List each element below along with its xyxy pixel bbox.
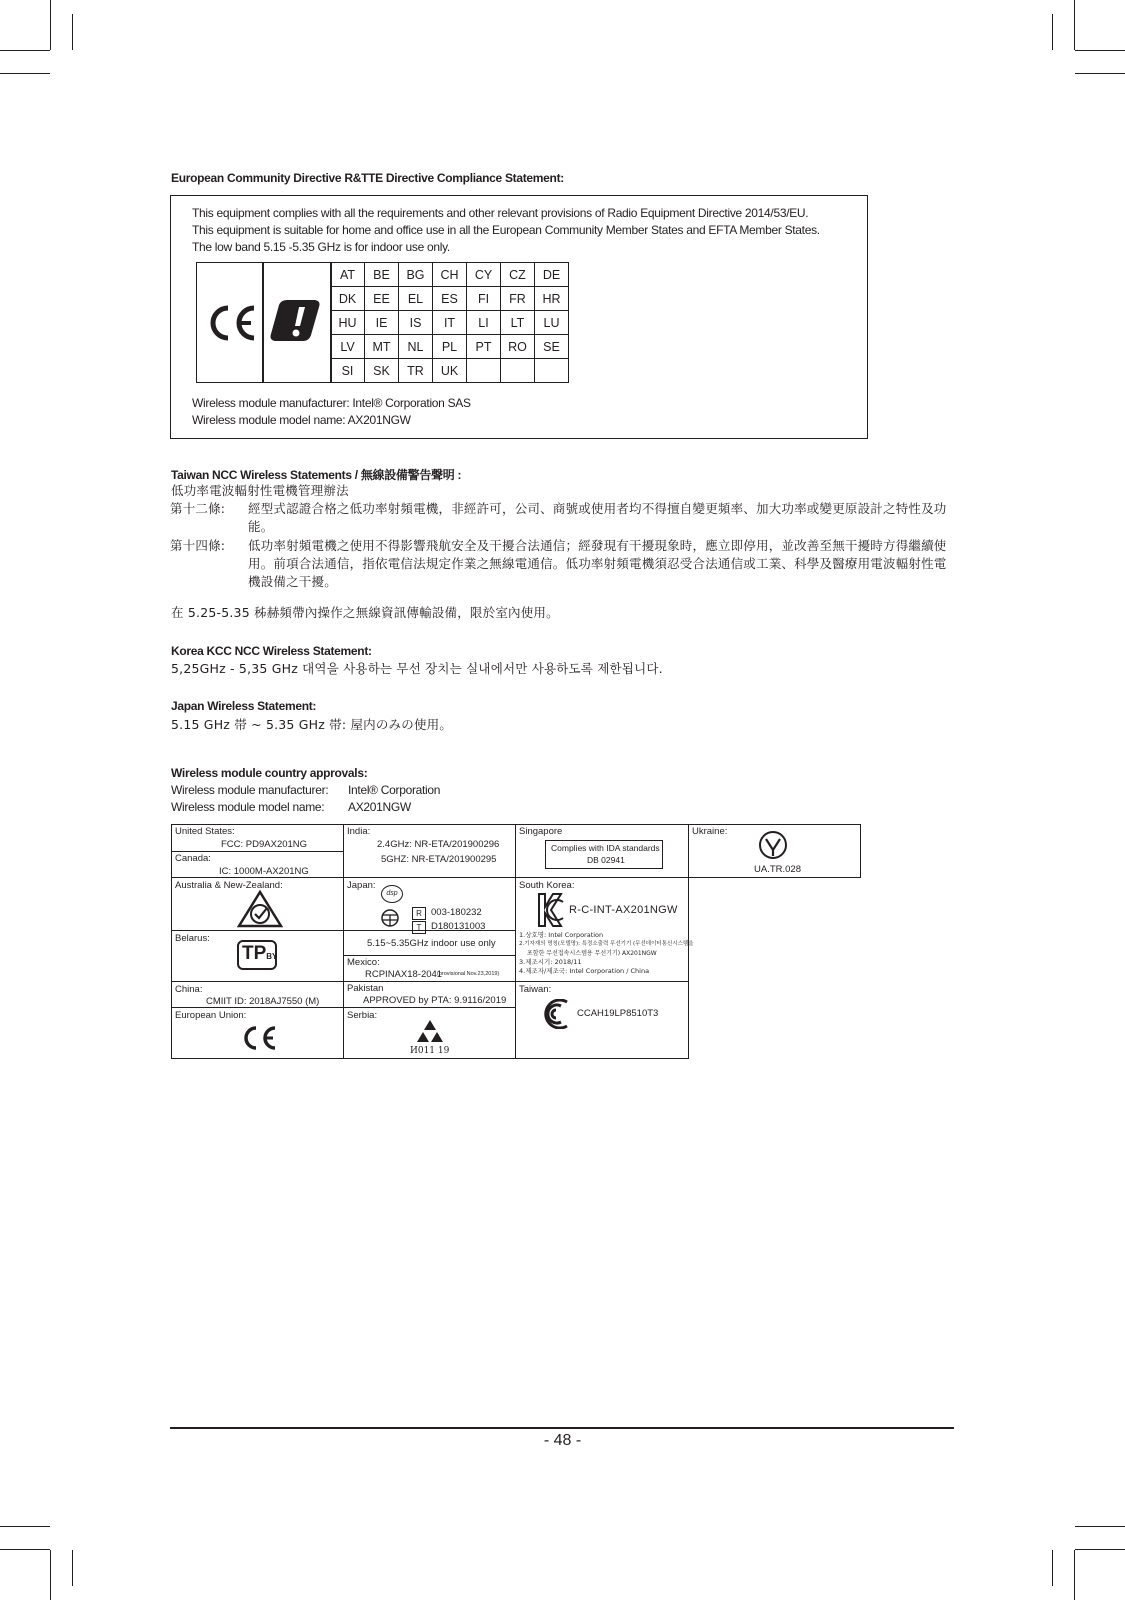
crop-mark [1075,50,1125,51]
crop-mark [50,0,51,50]
eu-model: Wireless module model name: AX201NGW [192,413,411,427]
country-cell: BG [399,263,433,287]
approvals-model-value: AX201NGW [348,800,411,814]
korea-line-5: 4.제조자/제조국: Intel Corporation / China [519,967,650,975]
india-value-1: 2.4GHz: NR-ETA/201900296 [377,839,500,850]
ce-mark-cell [196,262,264,383]
korea-line-1: 1.상호명: Intel Corporation [519,931,604,939]
country-cell: IT [433,311,467,335]
taiwan-approval-label: Taiwan: [519,984,552,995]
country-cell: MT [365,335,399,359]
singapore-value-2: DB 02941 [587,855,625,865]
japan-text: 5.15 GHz 帯 ~ 5.35 GHz 帯: 屋内のみの使用。 [171,717,453,732]
us-value: FCC: PD9AX201NG [221,839,308,850]
korea-approval-label: South Korea: [519,880,575,891]
japan-giteki-icon: dsp [381,885,403,903]
taiwan-art12-text: 經型式認證合格之低功率射頻電機，非經許可，公司、商號或使用者均不得擅自變更頻率、加大功率或變更原設計之特性及功能。 [248,501,947,534]
crop-mark [0,1526,50,1527]
country-cell: AT [331,263,365,287]
canada-label: Canada: [175,853,211,864]
korea-line-4: 3.제조시기: 2018/11 [519,958,582,966]
japan-t-box: T [412,921,426,934]
korea-line-2: 2.기자재의 명칭(모델명): 특정소출력 무선기기 (무선데이터통신시스템을 [519,941,694,947]
country-cell: NL [399,335,433,359]
country-cell: RO [501,335,535,359]
crop-mark [50,1550,51,1600]
ncc-mark-icon [537,999,571,1029]
country-cell: TR [399,359,433,383]
japan-note: 5.15~5.35GHz indoor use only [367,938,496,949]
country-row [331,287,569,311]
india-value-2: 5GHZ: NR-ETA/201900295 [381,854,497,865]
crop-mark [1075,73,1125,74]
country-row [331,335,569,359]
country-cell: BE [365,263,399,287]
country-cell: IE [365,311,399,335]
approvals-manufacturer-value: Intel® Corporation [348,783,441,797]
korea-line-3: 포함한 무선접속시스템용 무선기기) AX201NGW [527,950,657,957]
country-cell: CY [467,263,501,287]
eu-country-grid [330,262,569,383]
japan-approval-label: Japan: [347,880,376,891]
crop-mark [72,14,73,50]
mexico-label: Mexico: [347,957,380,968]
country-row [331,359,569,383]
taiwan-value: CCAH19LP8510T3 [577,1008,659,1019]
japan-heading: Japan Wireless Statement: [171,699,317,713]
country-cell: HU [331,311,365,335]
mexico-value: RCPINAX18-2041 [365,969,443,980]
rcm-mark-icon [237,890,283,928]
ukraine-label: Ukraine: [692,826,728,837]
japan-t-value: D180131003 [431,921,486,932]
crop-mark [1074,1550,1075,1600]
taiwan-art14-label: 第十四條: [170,538,226,553]
eac-tr-mark-icon [237,940,277,970]
country-cell: LU [535,311,569,335]
crop-mark [1075,1549,1125,1550]
ukraine-conformity-icon [758,830,788,860]
country-cell: SE [535,335,569,359]
australia-label: Australia & New-Zealand: [175,880,283,891]
korea-cert: R-C-INT-AX201NGW [569,904,678,916]
crop-mark [1052,14,1053,50]
belarus-mark-sub: BY [266,952,278,961]
country-row [331,311,569,335]
eu-heading: European Community Directive R&TTE Directive Compliance Statement: [171,171,564,185]
korea-heading: Korea KCC NCC Wireless Statement: [171,644,372,658]
pakistan-value: APPROVED by PTA: 9.9116/2019 [363,995,507,1006]
taiwan-art12-label: 第十二條: [170,501,226,516]
approvals-model-label: Wireless module model name: [171,800,325,814]
alert-mark-cell [262,262,332,383]
approvals-table [171,824,861,1059]
crop-mark [0,1549,50,1550]
class-2-alert-icon [263,263,331,382]
country-cell: PT [467,335,501,359]
country-cell [535,359,569,383]
crop-mark [1052,1550,1053,1586]
singapore-value-1: Complies with IDA standards [551,843,660,853]
serbia-ratel-icon [415,1019,445,1045]
page-number: - 48 - [543,1432,582,1449]
india-label: India: [347,826,371,837]
eu-approval-label: European Union: [175,1010,247,1021]
country-cell: FR [501,287,535,311]
eu-line-3: The low band 5.15 -5.35 GHz is for indoor use only. [192,240,450,254]
country-cell [501,359,535,383]
country-cell: CH [433,263,467,287]
country-cell: DE [535,263,569,287]
eu-line-2: This equipment is suitable for home and office use in all the European Community Member States and EFTA Member States. [192,223,820,237]
kc-mark-icon [537,892,565,928]
crop-mark [0,73,50,74]
serbia-label: Serbia: [347,1010,378,1021]
country-cell: FI [467,287,501,311]
canada-value: IC: 1000M-AX201NG [219,866,309,877]
country-cell: UK [433,359,467,383]
serbia-code: И011 19 [410,1046,450,1056]
ukraine-value: UA.TR.028 [754,864,801,875]
belarus-mark-text: TP [242,943,267,964]
japan-telec-icon [377,908,403,928]
taiwan-title: 低功率電波輻射性電機管理辦法 [171,483,349,498]
china-value: CMIIT ID: 2018AJ7550 (M) [206,996,320,1007]
country-cell: LV [331,335,365,359]
country-cell: EL [399,287,433,311]
eu-manufacturer: Wireless module manufacturer: Intel® Corporation SAS [192,396,471,410]
korea-text: 5,25GHz - 5,35 GHz 대역을 사용하는 무선 장치는 실내에서만 사용하도록 제한됩니다. [171,661,663,676]
country-row [331,263,569,287]
japan-r-box: R [412,907,426,920]
country-cell: LI [467,311,501,335]
mexico-note: (provisional Nov.23,2019) [437,971,500,977]
singapore-label: Singapore [519,826,563,837]
taiwan-art14-text: 低功率射頻電機之使用不得影響飛航安全及干擾合法通信；經發現有干擾現象時，應立即停用，並改善至無干擾時方得繼續使用。前項合法通信，指依電信法規定作業之無線電通信。低功率射頻電機須忍受合法通信或工業、科學及醫療用電波輻射性電機設備之干擾。 [248,538,947,589]
us-label: United States: [175,826,235,837]
japan-r-value: 003-180232 [431,907,482,918]
crop-mark [1074,0,1075,50]
ce-mark-small-icon [239,1022,279,1054]
taiwan-heading: Taiwan NCC Wireless Statements / 無線設備警告聲明 : [171,468,462,482]
approvals-heading: Wireless module country approvals: [171,766,368,780]
country-cell: ES [433,287,467,311]
country-cell [467,359,501,383]
belarus-label: Belarus: [175,933,210,944]
country-cell: PL [433,335,467,359]
approvals-manufacturer-label: Wireless module manufacturer: [171,783,329,797]
taiwan-band-note: 在 5.25-5.35 秭赫頻帶內操作之無線資訊傳輸設備，限於室內使用。 [171,605,559,620]
country-cell: HR [535,287,569,311]
country-cell: CZ [501,263,535,287]
country-cell: LT [501,311,535,335]
ce-mark-icon [197,263,263,382]
eu-line-1: This equipment complies with all the requirements and other relevant provisions of Radio Equipment Directive 2014/53/EU. [192,206,809,220]
country-cell: DK [331,287,365,311]
country-cell: SI [331,359,365,383]
footer-rule [170,1427,954,1429]
pakistan-label: Pakistan [347,983,384,994]
crop-mark [0,50,50,51]
crop-mark [72,1550,73,1586]
country-cell: SK [365,359,399,383]
china-label: China: [175,984,203,995]
country-cell: IS [399,311,433,335]
crop-mark [1075,1526,1125,1527]
country-cell: EE [365,287,399,311]
